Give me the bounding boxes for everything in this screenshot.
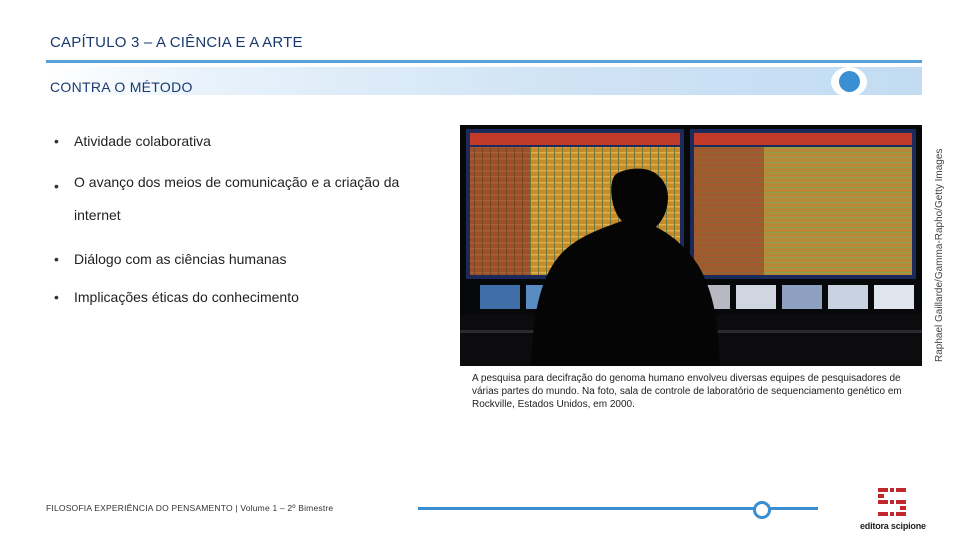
lab-control-room-photo: [460, 125, 922, 366]
chapter-title: CAPÍTULO 3 – A CIÊNCIA E A ARTE: [50, 34, 303, 51]
bullet-icon: •: [54, 178, 59, 194]
bullet-icon: •: [54, 251, 59, 267]
publisher-name: editora scipione: [860, 521, 926, 531]
bullet-text: O avanço dos meios de comunicação e a criação da internet: [74, 174, 400, 223]
footer-text: FILOSOFIA EXPERIÊNCIA DO PENSAMENTO | Volume 1 – 2º Bimestre: [46, 503, 334, 513]
band-circle-dot-icon: [839, 71, 860, 92]
bullet-text: Atividade colaborativa: [74, 133, 211, 149]
bullet-text: Implicações éticas do conhecimento: [74, 289, 299, 305]
list-item: [54, 284, 414, 310]
section-title: CONTRA O MÉTODO: [50, 79, 193, 95]
footer-circle-icon: [753, 501, 771, 519]
photo-credit: Raphael Gaillarde/Gamma-Rapho/Getty Images: [934, 148, 945, 362]
list-item: [54, 128, 414, 154]
bullet-icon: •: [54, 133, 59, 149]
bullet-text: Diálogo com as ciências humanas: [74, 251, 287, 267]
list-item: [54, 166, 414, 232]
bullet-list: [54, 128, 414, 322]
photo-caption: A pesquisa para decifração do genoma humano envolveu diversas equipes de pesquisadores de várias partes do mundo. Na foto, sala de controle de laboratório de sequenciamento genético em Rockville, Estados Unidos, em 2000.: [472, 373, 902, 410]
header-rule: [46, 60, 922, 63]
bullet-icon: •: [54, 289, 59, 305]
list-item: [54, 246, 414, 272]
